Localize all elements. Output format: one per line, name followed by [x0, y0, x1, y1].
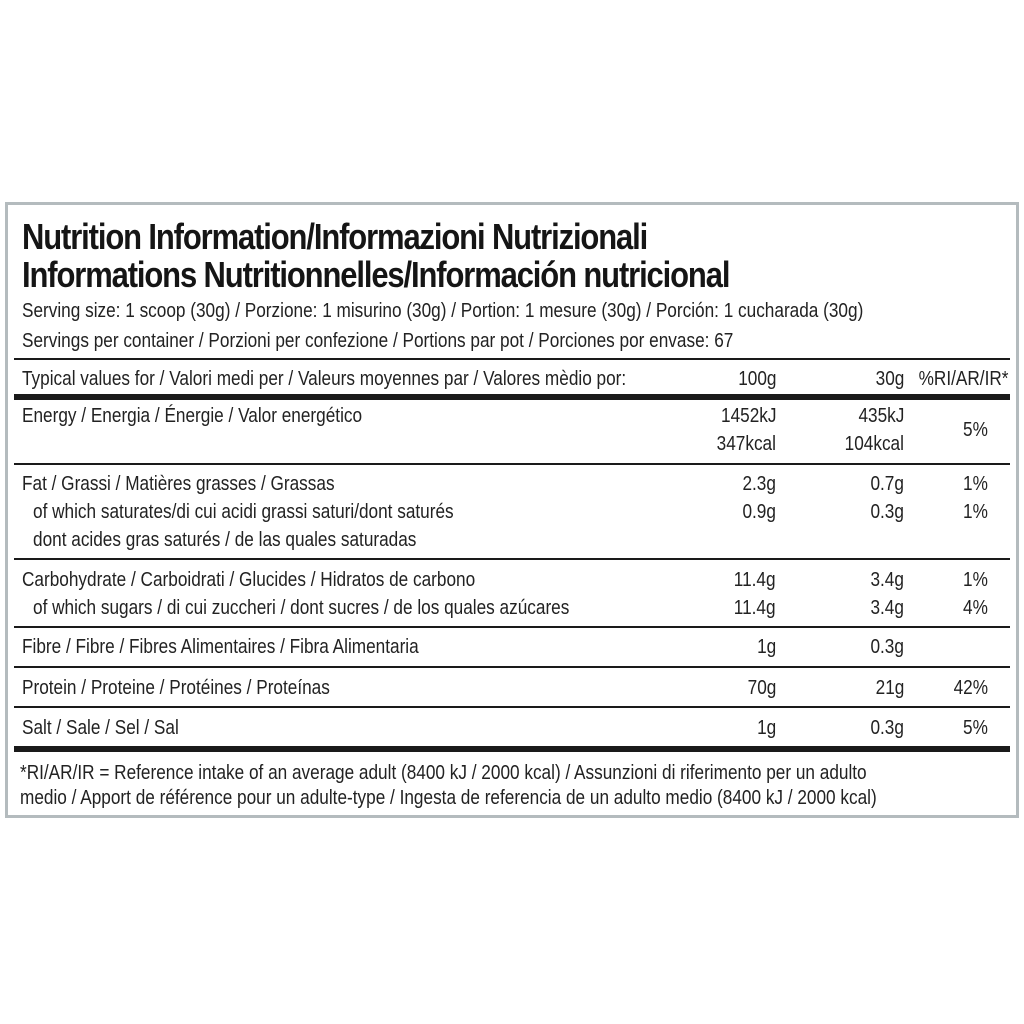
sugars-label: of which sugars / di cui zuccheri / dont sucres / de los quales azúcares: [33, 597, 570, 619]
header-col-30g: 30g: [875, 368, 904, 390]
protein-ri: 42%: [953, 677, 988, 699]
energy-100g-kcal: 347kcal: [716, 433, 776, 455]
fibre-100g: 1g: [756, 636, 776, 658]
divider-thick: [14, 394, 1010, 400]
salt-100g: 1g: [756, 717, 776, 739]
header-label: Typical values for / Valori medi per / Valeurs moyennes par / Valores mèdio por:: [22, 368, 627, 390]
carbohydrate-ri: 1%: [963, 569, 988, 591]
protein-30g: 21g: [875, 677, 904, 699]
divider: [14, 558, 1010, 560]
sugars-ri: 4%: [963, 597, 988, 619]
energy-30g-kj: 435kJ: [858, 405, 904, 427]
saturates-label-line-1: of which saturates/di cui acidi grassi saturi/dont saturés: [33, 501, 454, 523]
energy-ri: 5%: [963, 419, 988, 441]
divider: [14, 706, 1010, 708]
carbohydrate-100g: 11.4g: [734, 569, 776, 591]
saturates-100g: 0.9g: [742, 501, 776, 523]
protein-label: Protein / Proteine / Protéines / Proteínas: [22, 677, 330, 699]
salt-30g: 0.3g: [870, 717, 904, 739]
salt-ri: 5%: [963, 717, 988, 739]
fibre-30g: 0.3g: [870, 636, 904, 658]
title-line-1: Nutrition Information/Informazioni Nutrizionali: [22, 216, 648, 257]
sugars-100g: 11.4g: [734, 597, 776, 619]
header-col-ri: %RI/AR/IR*: [918, 368, 1008, 390]
protein-100g: 70g: [747, 677, 776, 699]
divider: [14, 626, 1010, 628]
divider-thick: [14, 746, 1010, 752]
nutrition-label-panel: [5, 202, 1019, 818]
divider: [14, 463, 1010, 465]
fibre-label: Fibre / Fibre / Fibres Alimentaires / Fibra Alimentaria: [22, 636, 419, 658]
serving-size: Serving size: 1 scoop (30g) / Porzione: 1 misurino (30g) / Portion: 1 mesure (30g) / Porción: 1 cucharada (30g): [22, 300, 864, 322]
saturates-30g: 0.3g: [870, 501, 904, 523]
footnote-line-1: *RI/AR/IR = Reference intake of an average adult (8400 kJ / 2000 kcal) / Assunzioni di riferimento per un adulto: [20, 762, 867, 784]
carbohydrate-label: Carbohydrate / Carboidrati / Glucides / Hidratos de carbono: [22, 569, 476, 591]
fat-100g: 2.3g: [742, 473, 776, 495]
footnote-line-2: medio / Apport de référence pour un adulte-type / Ingesta de referencia de un adulto medio (8400 kJ / 2000 kcal): [20, 787, 877, 809]
header-col-100g: 100g: [737, 368, 776, 390]
divider: [14, 666, 1010, 668]
energy-30g-kcal: 104kcal: [844, 433, 904, 455]
fat-ri: 1%: [963, 473, 988, 495]
fat-label: Fat / Grassi / Matières grasses / Grassas: [22, 473, 335, 495]
saturates-label-line-2: dont acides gras saturés / de las quales saturadas: [33, 529, 417, 551]
salt-label: Salt / Sale / Sel / Sal: [22, 717, 179, 739]
divider: [14, 358, 1010, 360]
saturates-ri: 1%: [963, 501, 988, 523]
carbohydrate-30g: 3.4g: [870, 569, 904, 591]
servings-per-container: Servings per container / Porzioni per confezione / Portions par pot / Porciones por envase: 67: [22, 330, 734, 352]
energy-100g-kj: 1452kJ: [720, 405, 776, 427]
sugars-30g: 3.4g: [870, 597, 904, 619]
fat-30g: 0.7g: [870, 473, 904, 495]
energy-label: Energy / Energia / Énergie / Valor energético: [22, 405, 363, 427]
title-line-2: Informations Nutritionnelles/Información nutricional: [22, 254, 730, 295]
